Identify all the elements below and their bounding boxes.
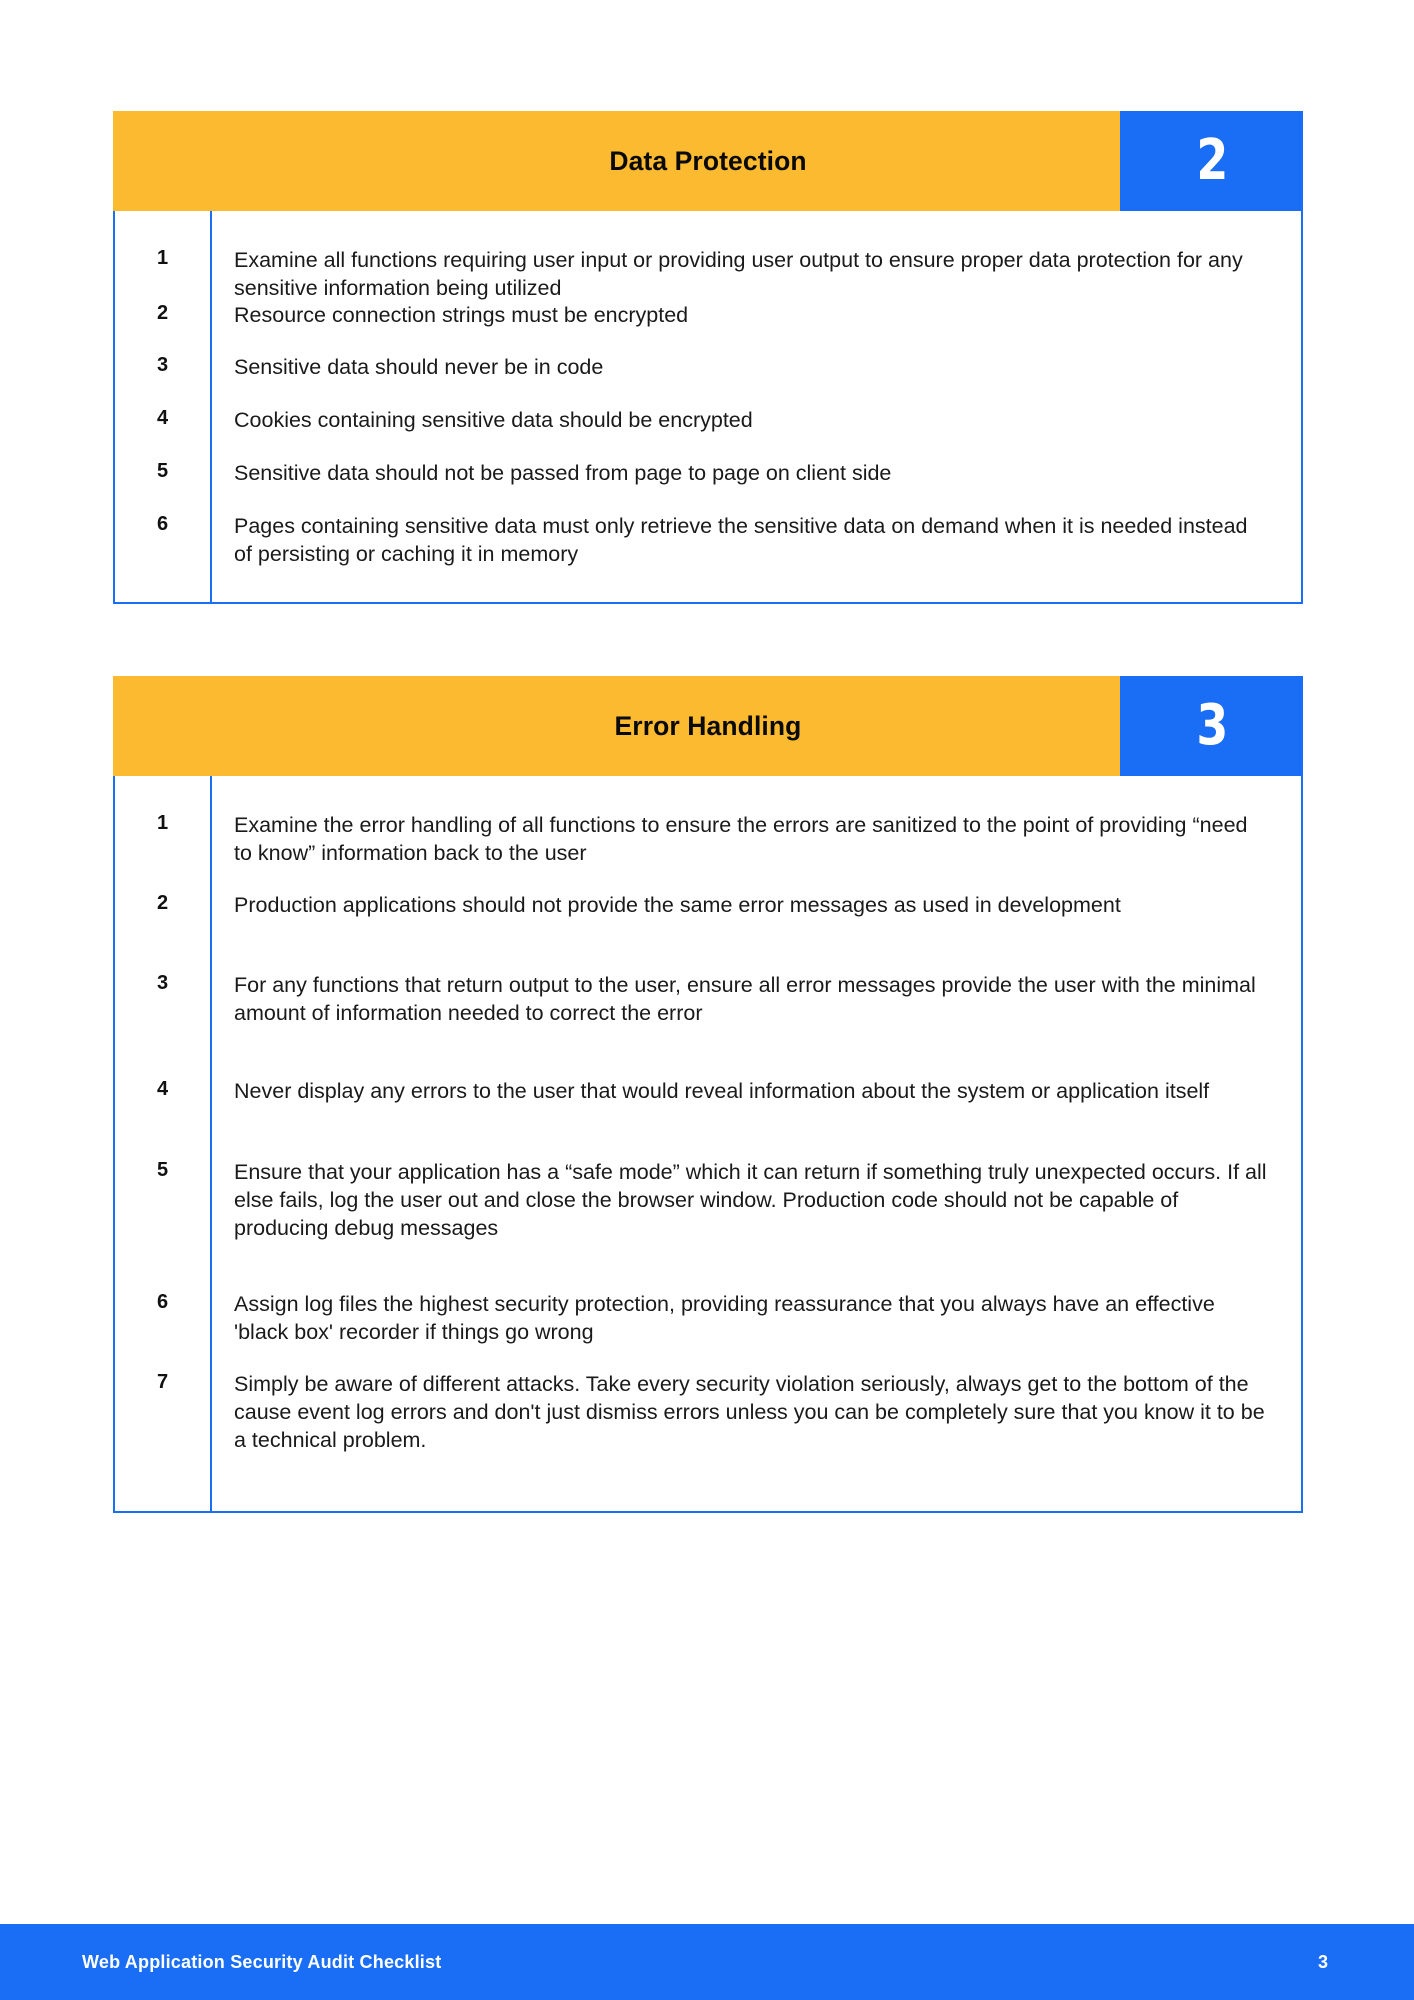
section-body <box>113 776 1303 1513</box>
item-text: Production applications should not provide the same error messages as used in development <box>234 893 1121 917</box>
section-title-wrap <box>113 111 1120 211</box>
item-text: Never display any errors to the user that would reveal information about the system or application itself <box>234 1079 1210 1103</box>
item-text: Examine the error handling of all functions to ensure the errors are sanitized to the point of providing “need to know” information back to the user <box>234 813 1248 865</box>
item-number: 7 <box>156 1371 169 1393</box>
item-number: 3 <box>156 354 169 376</box>
footer-title: Web Application Security Audit Checklist <box>82 1951 442 1972</box>
page-content <box>113 0 1303 1513</box>
section-body <box>113 211 1303 604</box>
section-error-handling <box>113 676 1303 1513</box>
page-footer <box>0 1924 1414 2000</box>
number-column <box>115 776 212 1511</box>
item-number: 5 <box>156 1159 169 1181</box>
section-title: Data Protection <box>609 145 807 176</box>
item-number: 4 <box>156 407 169 429</box>
section-number: 3 <box>1195 693 1228 758</box>
item-number: 4 <box>156 1078 169 1100</box>
item-number: 2 <box>156 302 169 324</box>
item-number: 1 <box>156 812 169 834</box>
item-number: 5 <box>156 460 169 482</box>
number-column <box>115 211 212 602</box>
item-text: Resource connection strings must be encrypted <box>234 303 689 327</box>
item-number: 6 <box>156 1291 169 1313</box>
item-text: Sensitive data should never be in code <box>234 355 604 379</box>
section-title-wrap <box>113 676 1120 776</box>
item-text: Pages containing sensitive data must only retrieve the sensitive data on demand when it is needed instead of persisting or caching it in memory <box>234 514 1248 566</box>
item-number: 3 <box>156 972 169 994</box>
section-data-protection <box>113 111 1303 604</box>
item-text: Sensitive data should not be passed from page to page on client side <box>234 461 892 485</box>
item-text: For any functions that return output to the user, ensure all error messages provide the user with the minimal amount of information needed to correct the error <box>234 973 1256 1025</box>
section-header <box>113 676 1303 776</box>
item-text: Simply be aware of different attacks. Take every security violation seriously, always get to the bottom of the cause event log errors and don't just dismiss errors unless you can be completely sure that you know it to be a technical problem. <box>234 1372 1265 1452</box>
section-number: 2 <box>1195 128 1228 193</box>
text-column <box>212 776 1301 1511</box>
item-text: Cookies containing sensitive data should be encrypted <box>234 408 753 432</box>
footer-page-number: 3 <box>1317 1951 1328 1972</box>
item-number: 6 <box>156 513 169 535</box>
item-text: Assign log files the highest security protection, providing reassurance that you always have an effective 'black box' recorder if things go wrong <box>234 1292 1215 1344</box>
item-number: 1 <box>156 247 169 269</box>
item-text: Examine all functions requiring user input or providing user output to ensure proper data protection for any sensitive information being utilized <box>234 248 1243 300</box>
section-number-badge <box>1120 111 1303 211</box>
item-number: 2 <box>156 892 169 914</box>
item-text: Ensure that your application has a “safe mode” which it can return if something truly unexpected occurs. If all else fails, log the user out and close the browser window. Production code should not be capable of producing debug messages <box>234 1160 1267 1240</box>
section-header <box>113 111 1303 211</box>
section-number-badge <box>1120 676 1303 776</box>
section-title: Error Handling <box>614 710 802 741</box>
text-column <box>212 211 1301 602</box>
